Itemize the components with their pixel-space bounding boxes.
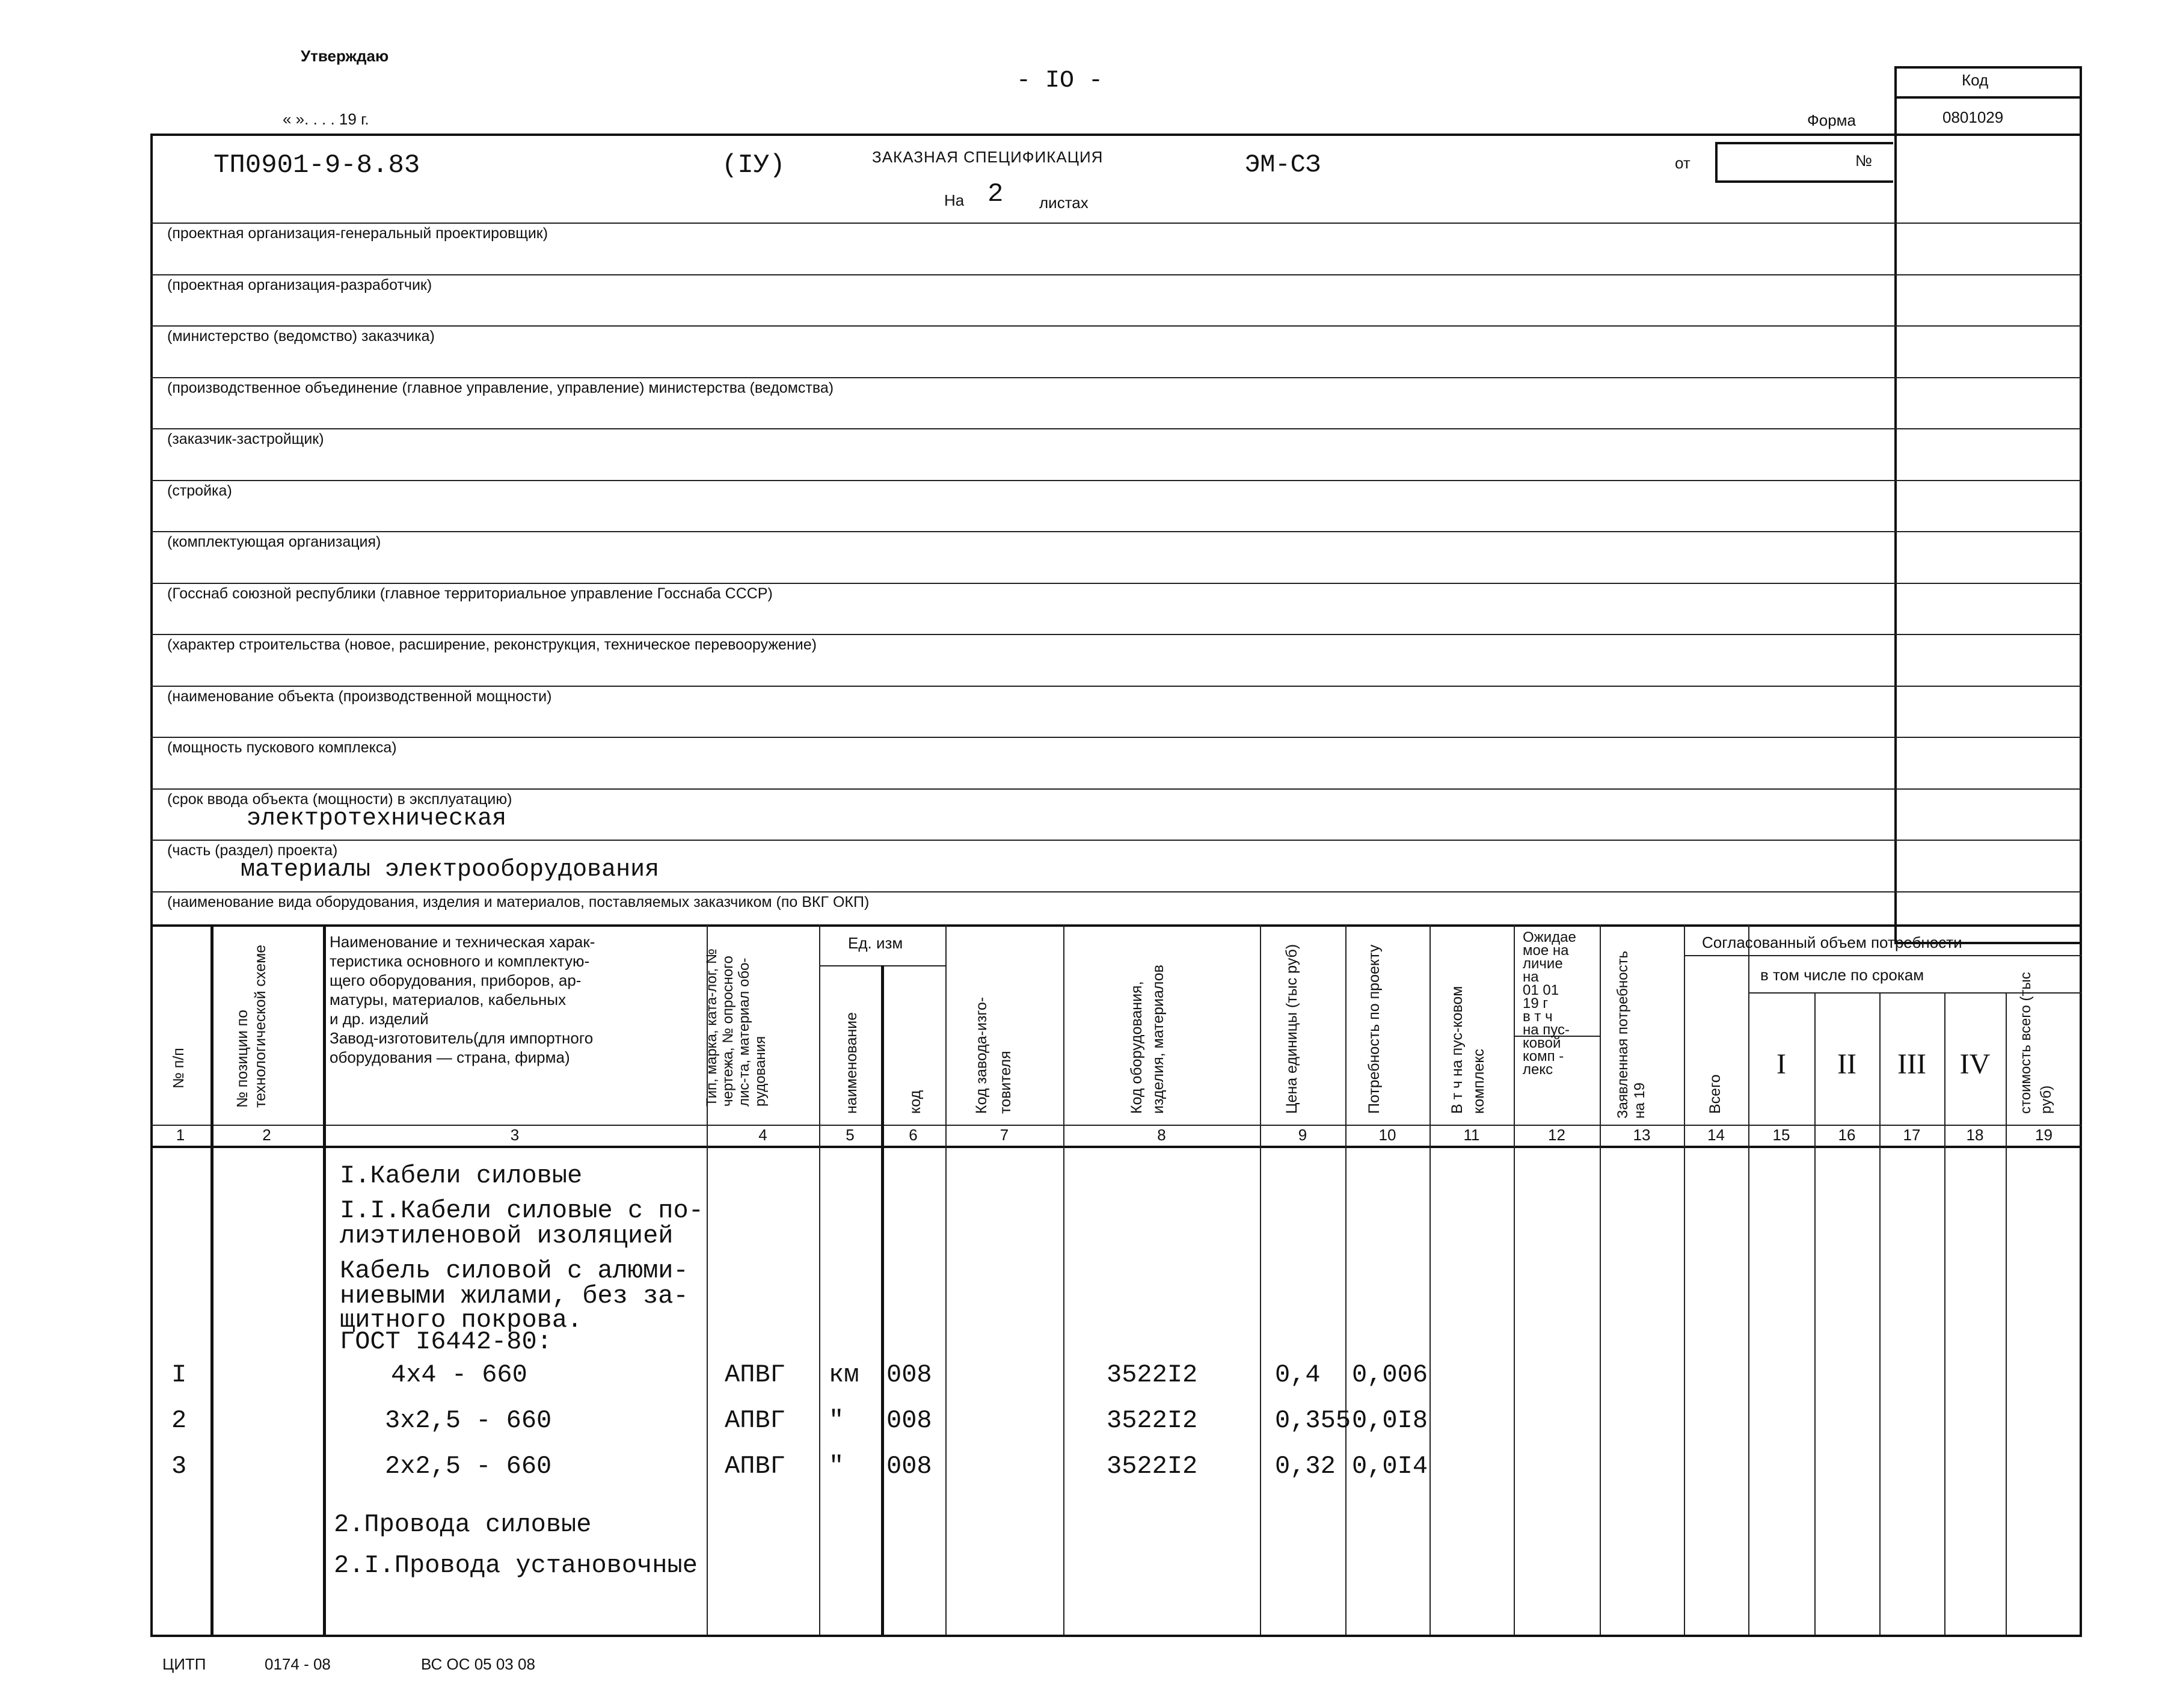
col-header-19: стоимость всего (тыс руб) [2018, 972, 2054, 1114]
row-price: 0,4 [1275, 1360, 1321, 1389]
divider [1894, 96, 2082, 99]
col12-header-line: лекс [1523, 1061, 1553, 1078]
sheets-suffix: листах [1039, 194, 1089, 212]
desc-line-3: щитного покрова. [340, 1306, 583, 1335]
field-label: (проектная организация-генеральный проектировщик) [167, 225, 548, 242]
col-header-8: Код оборудования, изделия, материалов [1128, 965, 1167, 1114]
column-number: 4 [758, 1126, 767, 1144]
approve-date-line: « ». . . . 19 г. [283, 110, 369, 128]
row-unit: " [829, 1406, 844, 1435]
terms-group-header: в том числе по срокам [1760, 966, 1924, 984]
sheets-prefix: На [944, 191, 965, 209]
field-value[interactable]: электротехническая [247, 805, 507, 832]
column-line [1814, 992, 1816, 1635]
term-header-2: II [1837, 1048, 1856, 1080]
field-divider [150, 223, 2082, 224]
row-unit: км [829, 1360, 859, 1389]
col-header-9: Цена единицы (тыс руб) [1283, 944, 1300, 1114]
page-number: - IO - [1016, 67, 1104, 94]
col12-header-line: мое на [1523, 942, 1569, 959]
col-header-5: наименование [843, 1012, 860, 1114]
field-divider [150, 891, 2082, 892]
column-line [1600, 924, 1601, 1635]
column-number: 14 [1707, 1126, 1725, 1144]
field-divider [150, 634, 2082, 635]
agreed-group-line [1684, 955, 2082, 956]
column-line [1514, 924, 1515, 1635]
column-number: 15 [1772, 1126, 1790, 1144]
row-unit-code: 008 [886, 1406, 932, 1435]
column-number: 6 [909, 1126, 918, 1144]
row-equipment-code: 3522I2 [1107, 1360, 1198, 1389]
footer-org: ЦИТП [162, 1655, 206, 1673]
column-number: 7 [1000, 1126, 1009, 1144]
field-value[interactable]: материалы электрооборудования [241, 856, 660, 883]
row-need: 0,0I4 [1352, 1452, 1428, 1481]
field-label: (стройка) [167, 482, 232, 499]
heading-pe-cables-2: лиэтиленовой изоляцией [340, 1221, 674, 1250]
row-need: 0,0I8 [1352, 1406, 1428, 1435]
field-divider [150, 274, 2082, 275]
column-line [819, 924, 820, 1635]
table-top-line [150, 924, 2082, 927]
column-number: 2 [262, 1126, 271, 1144]
field-divider [150, 788, 2082, 790]
spec-code: ЭМ-СЗ [1245, 150, 1321, 179]
col-header-13: Заявленная потребность на 19 [1615, 951, 1648, 1119]
col3-header-line: щего оборудования, приборов, ар- [330, 971, 582, 989]
desc-line-4: ГОСТ I6442-80: [340, 1327, 552, 1356]
field-divider [150, 531, 2082, 532]
column-number: 17 [1903, 1126, 1921, 1144]
column-line [210, 924, 213, 1635]
field-label: (министерство (ведомство) заказчика) [167, 328, 435, 345]
row-equipment-code: 3522I2 [1107, 1406, 1198, 1435]
field-label: (наименование объекта (производственной мощности) [167, 688, 552, 705]
field-label: (производственное объединение (главное управление, управление) министерства (ведомства) [167, 379, 834, 396]
field-label: (характер строительства (новое, расширение, реконструкция, техническое перевооружение) [167, 636, 817, 653]
desc-line-1: Кабель силовой с алюми- [340, 1256, 689, 1285]
row-name: 4x4 - 660 [391, 1360, 527, 1389]
col-header-1: № п/п [170, 1048, 187, 1089]
doc-title: ЗАКАЗНАЯ СПЕЦИФИКАЦИЯ [872, 148, 1104, 166]
column-line [2006, 992, 2007, 1635]
row-number: I [171, 1360, 187, 1389]
column-line [1748, 924, 1749, 1635]
column-line [1063, 924, 1064, 1635]
column-number: 13 [1633, 1126, 1651, 1144]
row-need: 0,006 [1352, 1360, 1428, 1389]
row-name: 2x2,5 - 660 [385, 1452, 552, 1481]
field-label: (комплектующая организация) [167, 533, 381, 550]
heading-install-wires: 2.I.Провода установочные [334, 1551, 698, 1580]
term-header-4: IV [1959, 1048, 1991, 1080]
col12-header-line: на пус- [1523, 1022, 1570, 1038]
column-line [1260, 924, 1261, 1635]
column-number: 19 [2035, 1126, 2053, 1144]
row-price: 0,355 [1275, 1406, 1351, 1435]
col3-header-line: и др. изделий [330, 1010, 429, 1028]
col12-header-line: комп - [1523, 1048, 1564, 1064]
column-line [945, 924, 947, 1635]
field-divider [150, 480, 2082, 481]
column-line [323, 924, 326, 1635]
column-number: 16 [1838, 1126, 1856, 1144]
field-label: (часть (раздел) проекта) [167, 842, 338, 859]
column-line [1429, 924, 1431, 1635]
code-label: Код [1962, 71, 1989, 89]
footer-num2: ВС ОС 05 03 08 [421, 1655, 535, 1673]
row-equipment-code: 3522I2 [1107, 1452, 1198, 1481]
heading-wires: 2.Провода силовые [334, 1510, 592, 1539]
number-label: № [1855, 152, 1872, 170]
col-header-14: Всего [1707, 1074, 1724, 1114]
desc-line-2: ниевыми жилами, без за- [340, 1282, 689, 1310]
field-divider [150, 737, 2082, 738]
form-label: Форма [1807, 111, 1856, 129]
form-code: 0801029 [1942, 108, 2004, 126]
col12-header-line: Ожидае [1523, 929, 1576, 945]
column-number: 12 [1548, 1126, 1565, 1144]
row-type: АПВГ [725, 1360, 785, 1389]
column-number: 3 [510, 1126, 520, 1144]
approve-label: Утверждаю [301, 47, 389, 65]
field-label: (проектная организация-разработчик) [167, 277, 432, 293]
column-number: 9 [1298, 1126, 1307, 1144]
numbers-bottom-line [150, 1146, 2082, 1148]
col12-header-line: 19 г [1523, 995, 1549, 1012]
col12-header-line: 01 01 [1523, 982, 1559, 998]
col3-header-line: оборудования — страна, фирма) [330, 1048, 570, 1066]
col-header-11: В т ч на пус-ковом комплекс [1449, 986, 1487, 1114]
field-divider [150, 325, 2082, 327]
column-line [1684, 924, 1685, 1635]
field-divider [150, 428, 2082, 429]
column-line [881, 965, 884, 1635]
row-type: АПВГ [725, 1406, 785, 1435]
term-header-3: III [1897, 1048, 1926, 1080]
field-divider [150, 377, 2082, 378]
field-label: (Госснаб союзной республики (главное территориальное управление Госснаба СССР) [167, 585, 773, 602]
col3-header-line: Завод-изготовитель(для импортного [330, 1029, 594, 1047]
column-number: 5 [846, 1126, 855, 1144]
row-price: 0,32 [1275, 1452, 1336, 1481]
col-header-12 [1523, 931, 1576, 1077]
row-unit: " [829, 1452, 844, 1481]
field-divider [150, 840, 2082, 841]
col3-header-line: матуры, материалов, кабельных [330, 991, 567, 1009]
heading-pe-cables-1: I.I.Кабели силовые с по- [340, 1196, 704, 1225]
footer-num1: 0174 - 08 [265, 1655, 331, 1673]
term-header-1: I [1776, 1048, 1786, 1080]
column-number: 10 [1378, 1126, 1396, 1144]
sheets-count: 2 [987, 179, 1004, 209]
row-unit-code: 008 [886, 1452, 932, 1481]
agreed-group-header: Согласованный объем потребности [1702, 933, 1962, 951]
field-divider [150, 583, 2082, 584]
field-label: (срок ввода объекта (мощности) в эксплуатацию) [167, 791, 512, 808]
col-header-2: № позиции по технологической схеме [234, 944, 269, 1108]
field-label: (мощность пускового комплекса) [167, 739, 397, 756]
column-number: 1 [176, 1126, 185, 1144]
row-number: 2 [171, 1406, 187, 1435]
col12-header-line: на [1523, 969, 1539, 985]
field-label: (наименование вида оборудования, изделия и материалов, поставляемых заказчиком (по ВКГ ОКП) [167, 894, 870, 911]
column-number: 11 [1463, 1126, 1480, 1144]
row-name: 3x2,5 - 660 [385, 1406, 552, 1435]
column-line [1345, 924, 1347, 1635]
row-unit-code: 008 [886, 1360, 932, 1389]
col3-header-line: Наименование и техническая харак- [330, 933, 595, 951]
heading-cables: I.Кабели силовые [340, 1161, 583, 1190]
col-header-4: Тип, марка, ката-лог, № чертежа, № опросного лис-та, материал обо-рудования [704, 948, 769, 1107]
from-label: от [1675, 154, 1690, 172]
col12-header-line: ковой [1523, 1035, 1561, 1051]
column-line [1944, 992, 1945, 1635]
column-line [1879, 992, 1881, 1635]
section-code: (IУ) [722, 150, 785, 180]
col-header-7: Код завода-изго-товителя [973, 997, 1014, 1114]
col-header-6: код [907, 1090, 924, 1114]
col12-header-line: личие [1523, 956, 1563, 972]
col-header-3 [330, 932, 595, 1067]
col3-header-line: теристика основного и комплектую- [330, 952, 590, 970]
doc-number: ТП0901-9-8.83 [213, 150, 420, 180]
column-number: 8 [1157, 1126, 1166, 1144]
row-type: АПВГ [725, 1452, 785, 1481]
column-number: 18 [1966, 1126, 1984, 1144]
col-header-10: Потребность по проекту [1366, 944, 1383, 1114]
row-number: 3 [171, 1452, 187, 1481]
col12-header-line: в т ч [1523, 1009, 1553, 1025]
field-divider [150, 686, 2082, 687]
field-label: (заказчик-застройщик) [167, 431, 324, 447]
unit-group-header: Ед. изм [848, 934, 903, 952]
